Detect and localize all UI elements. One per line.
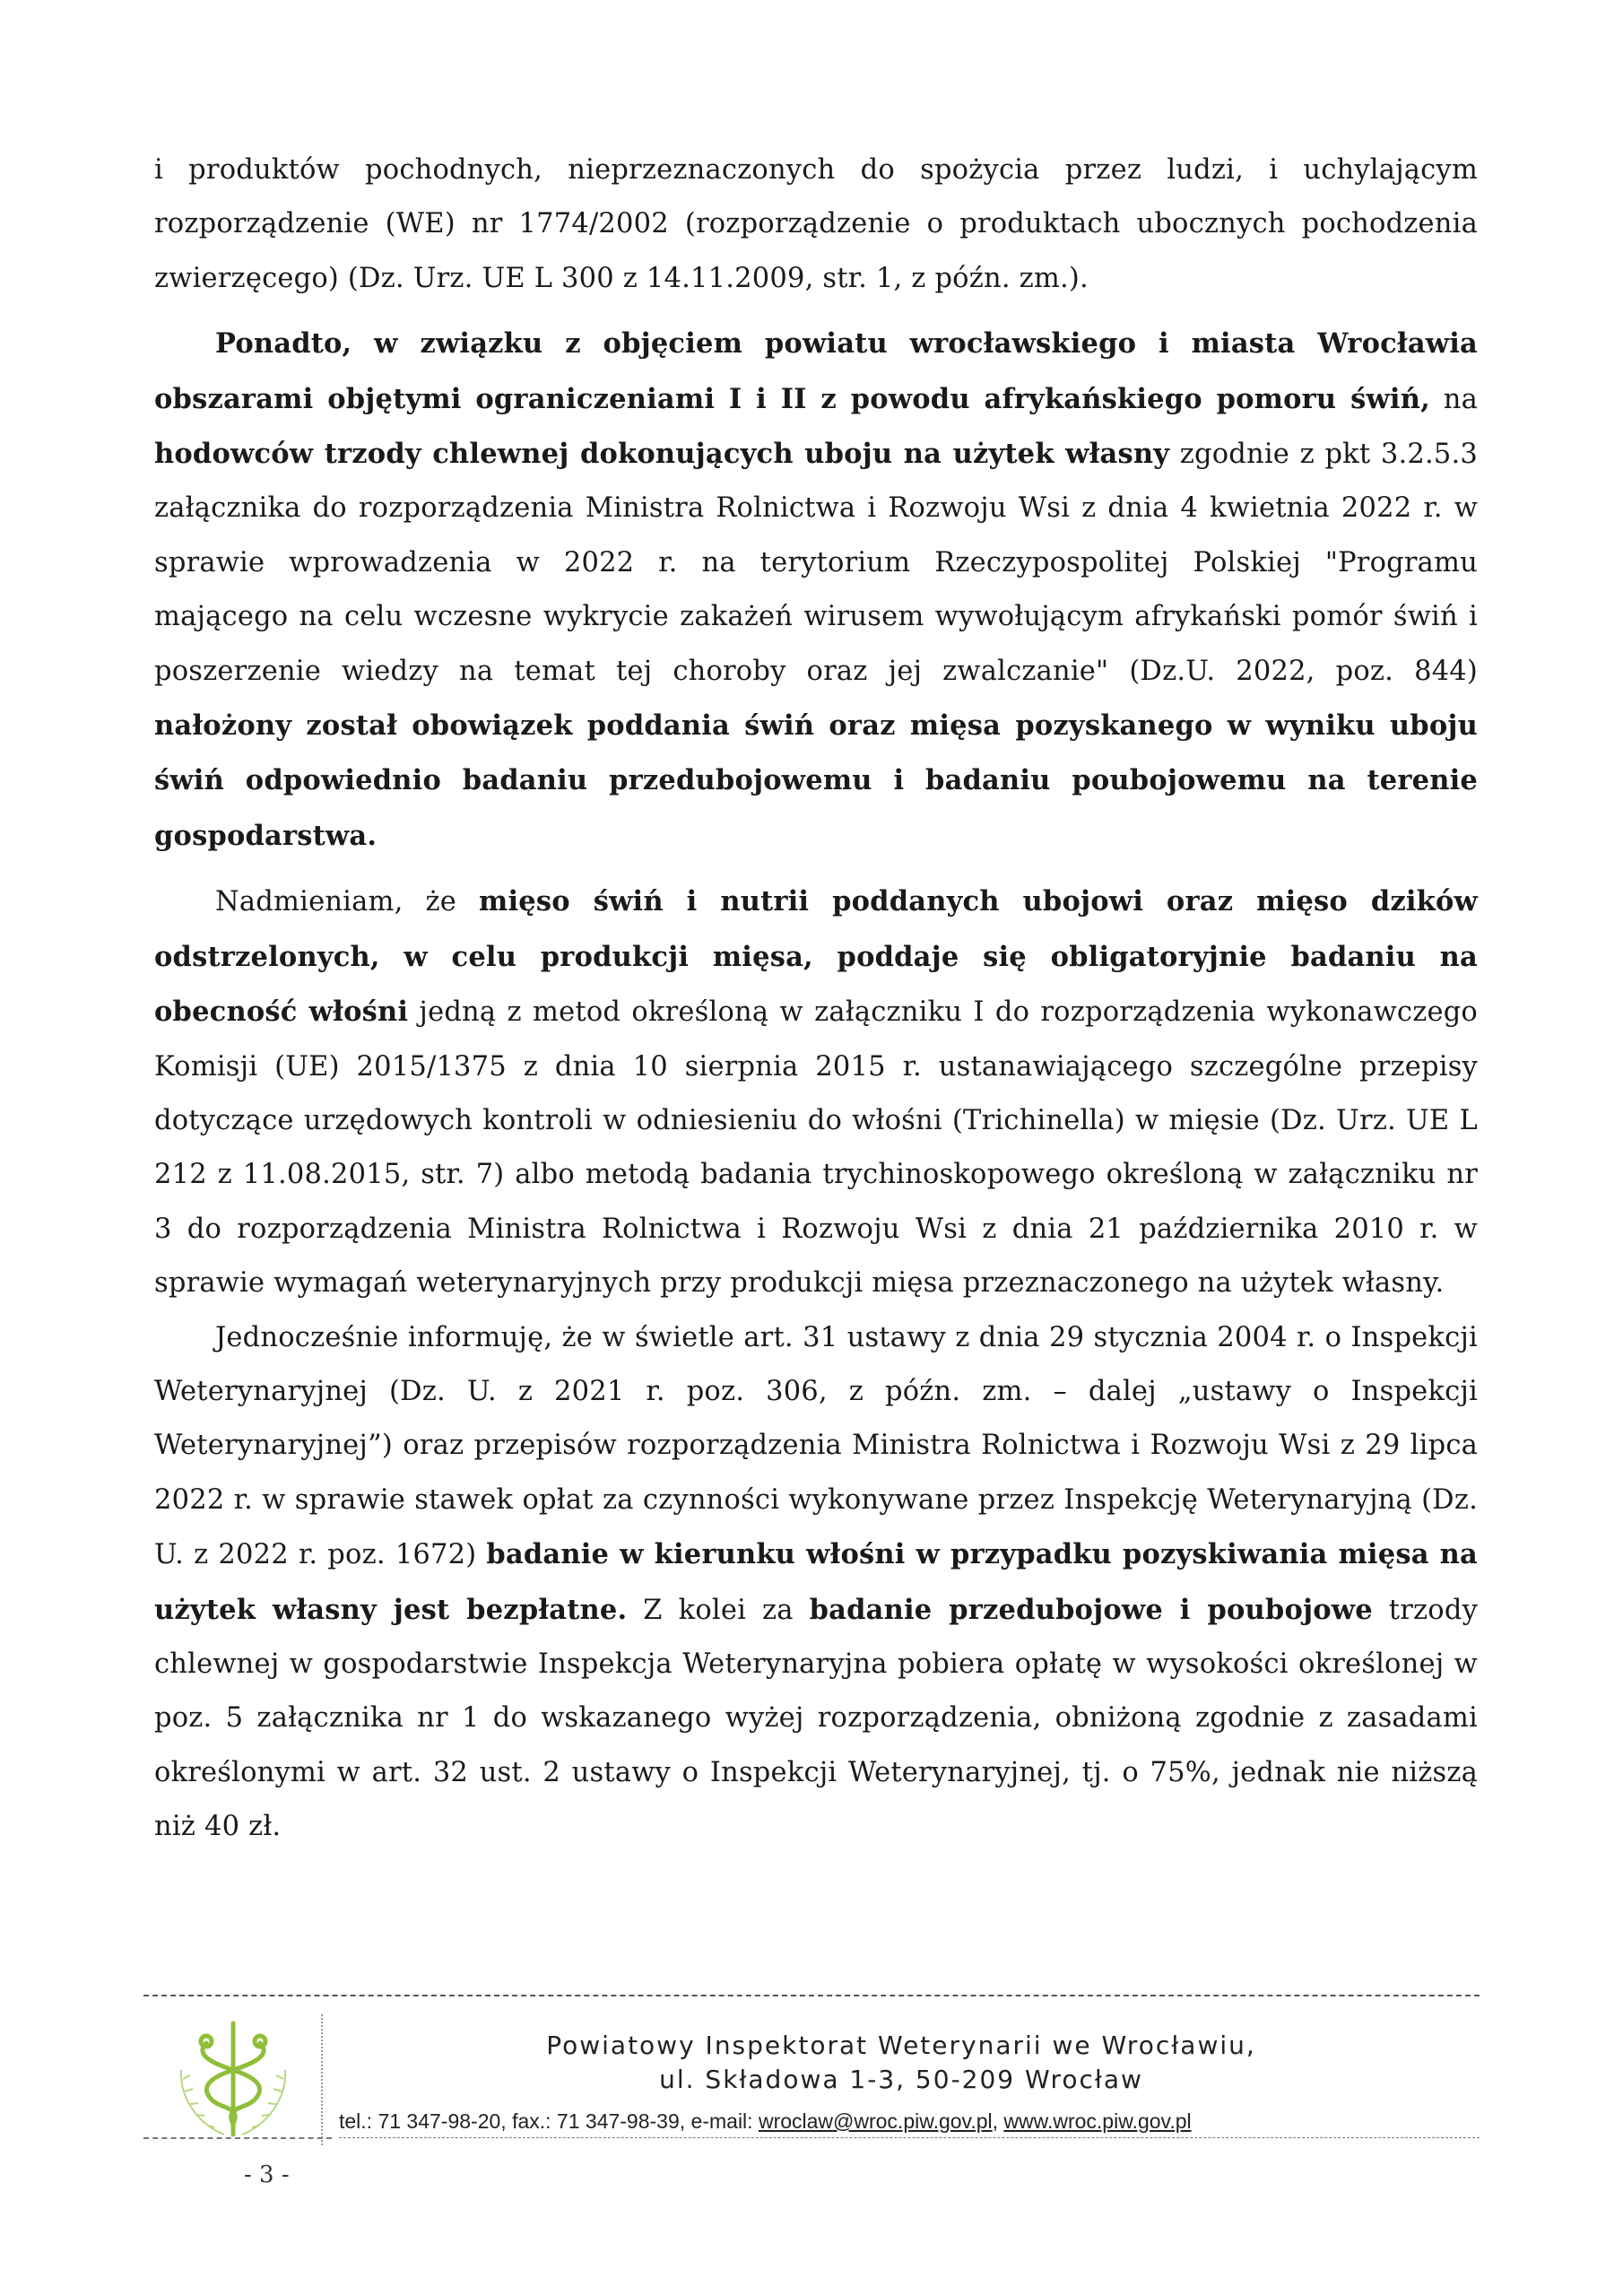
bold-text-segment: Ponadto, w związku z objęciem powiatu wrocławskiego i miasta Wrocławia obszarami objętymi ograniczeniami I i II z powodu afrykańskiego pomoru świń,: [154, 327, 1478, 415]
page-number: - 3 -: [244, 2161, 290, 2188]
footer-bottom-rule-right: [339, 2137, 1480, 2138]
bold-text-segment: badanie przedubojowe i poubojowe: [809, 1593, 1373, 1626]
paragraph-2: [154, 317, 1478, 864]
text-segment: trzody chlewnej w gospodarstwie Inspekcja Weterynaryjna pobiera opłatę w wysokości określonej w poz. 5 załącznika nr 1 do wskazanego wyżej rozporządzenia, obniżoną zgodnie z zasadami określonymi w art. 32 ust. 2 ustawy o Inspekcji Weterynaryjnej, tj. o 75%, jednak nie niższą niż 40 zł.: [154, 1594, 1478, 1843]
paragraph-3: [154, 874, 1478, 1310]
text-segment: Nadmieniam, że: [215, 886, 480, 918]
bold-text-segment: hodowców trzody chlewnej dokonujących uboju na użytek własny: [154, 438, 1170, 471]
contact-separator: ,: [992, 2109, 1004, 2133]
org-name: Powiatowy Inspektorat Weterynarii we Wrocławiu,: [546, 2031, 1256, 2060]
contact-phone-fax: tel.: 71 347-98-20, fax.: 71 347-98-39, e-mail:: [339, 2109, 759, 2133]
text-segment: zgodnie z pkt 3.2.5.3 załącznika do rozporządzenia Ministra Rolnictwa i Rozwoju Wsi z dnia 4 kwietnia 2022 r. w sprawie wprowadzenia w 2022 r. na terytorium Rzeczypospolitej Polskiej "Programu mającego na celu wczesne wykrycie zakażeń wirusem wywołującym afrykański pomór świń i poszerzenie wiedzy na temat tej choroby oraz jej zwalczanie" (Dz.U. 2022, poz. 844): [154, 439, 1478, 687]
footer-bottom-rule-left: [143, 2137, 332, 2139]
footer-top-rule: [143, 1995, 1480, 1996]
org-contact: [339, 2109, 1478, 2134]
bold-text-segment: badanie w kierunku włośni w przypadku pozyskiwania mięsa na użytek własny jest bezpłatne.: [154, 1538, 1478, 1626]
text-segment: na: [1429, 383, 1478, 415]
bold-text-segment: mięso świń i nutrii poddanych ubojowi oraz mięso dzików odstrzelonych, w celu produkcji mięsa, poddaje się obligatoryjnie badaniu na obecność włośni: [154, 885, 1478, 1029]
text-segment: i produktów pochodnych, nieprzeznaczonych do spożycia przez ludzi, i uchylającym rozporządzenie (WE) nr 1774/2002 (rozporządzenie o produktach ubocznych pochodzenia zwierzęcego) (Dz. Urz. UE L 300 z 14.11.2009, str. 1, z późn. zm.).: [154, 154, 1478, 294]
bold-text-segment: nałożony został obowiązek poddania świń oraz mięsa pozyskanego w wyniku uboju świń odpowiednio badaniu przedubojowemu i badaniu poubojowemu na terenie gospodarstwa.: [154, 709, 1478, 852]
paragraph-1: [154, 144, 1478, 306]
text-segment: jedną z metod określoną w załączniku I do rozporządzenia wykonawczego Komisji (UE) 2015/1375 z dnia 10 sierpnia 2015 r. ustanawiającego szczególne przepisy dotyczące urzędowych kontroli w odniesieniu do włośni (Trichinella) w mięsie (Dz. Urz. UE L 212 z 11.08.2015, str. 7) albo metodą badania trychinoskopowego określoną w załączniku nr 3 do rozporządzenia Ministra Rolnictwa i Rozwoju Wsi z dnia 21 października 2010 r. w sprawie wymagań weterynaryjnych przy produkcji mięsa przeznaczonego na użytek własny.: [154, 996, 1478, 1300]
paragraph-4: [154, 1311, 1478, 1855]
website-link[interactable]: www.wroc.piw.gov.pl: [1003, 2109, 1192, 2133]
email-link[interactable]: wroclaw@wroc.piw.gov.pl: [758, 2109, 993, 2133]
text-segment: Z kolei za: [627, 1594, 810, 1626]
text-segment: Jednocześnie informuję, że w świetle art. 31 ustawy z dnia 29 stycznia 2004 r. o Inspekcji Weterynaryjnej (Dz. U. z 2021 r. poz. 306, z późn. zm. – dalej „ustawy o Inspekcji Weterynaryjnej”) oraz przepisów rozporządzenia Ministra Rolnictwa i Rozwoju Wsi z 29 lipca 2022 r. w sprawie stawek opłat za czynności wykonywane przez Inspekcję Weterynaryjną (Dz. U. z 2022 r. poz. 1672): [154, 1321, 1478, 1571]
caduceus-wreath-logo-icon: [170, 2016, 296, 2142]
org-address: ul. Składowa 1-3, 50-209 Wrocław: [659, 2065, 1143, 2094]
letter-body: [154, 144, 1478, 1855]
